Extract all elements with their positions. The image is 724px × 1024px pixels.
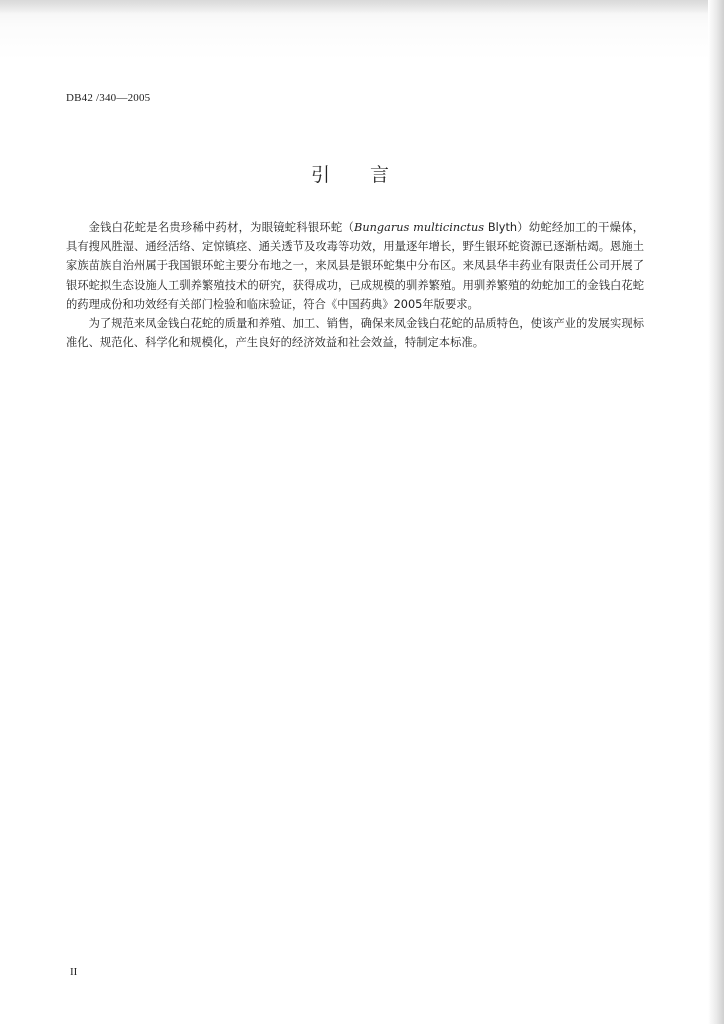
page-number: II [70,966,78,978]
introduction-body [66,218,644,352]
paragraph-1-part-2: Blyth）幼蛇经加工的干燥体，具有搜风胜湿、通经活络、定惊镇痉、通关透节及攻毒等功效，用量逐年增长，野生银环蛇资源已逐渐枯竭。恩施土家族苗族自治州属于我国银环蛇主要分布地之一，来凤县是银环蛇集中分布区。来凤县华丰药业有限责任公司开展了银环蛇拟生态设施人工驯养繁殖技术的研究，获得成功，已成规模的驯养繁殖。用驯养繁殖的幼蛇加工的金钱白花蛇的药理成份和功效经有关部门检验和临床验证，符合《中国药典》2005年版要求。 [66,221,644,311]
scan-shadow-right [708,0,724,1024]
species-latin-name: Bungarus multicinctus [354,221,485,234]
paragraph-1-part-1: 金钱白花蛇是名贵珍稀中药材，为眼镜蛇科银环蛇（ [88,221,355,234]
standard-code: DB42 /340—2005 [66,92,151,104]
paragraph-1 [66,218,644,314]
page-title: 引言 [310,164,429,186]
scan-shadow-top [0,0,724,14]
paragraph-2: 为了规范来凤金钱白花蛇的质量和养殖、加工、销售，确保来凤金钱白花蛇的品质特色，使该产业的发展实现标准化、规范化、科学化和规模化，产生良好的经济效益和社会效益，特制定本标准。 [66,317,644,350]
